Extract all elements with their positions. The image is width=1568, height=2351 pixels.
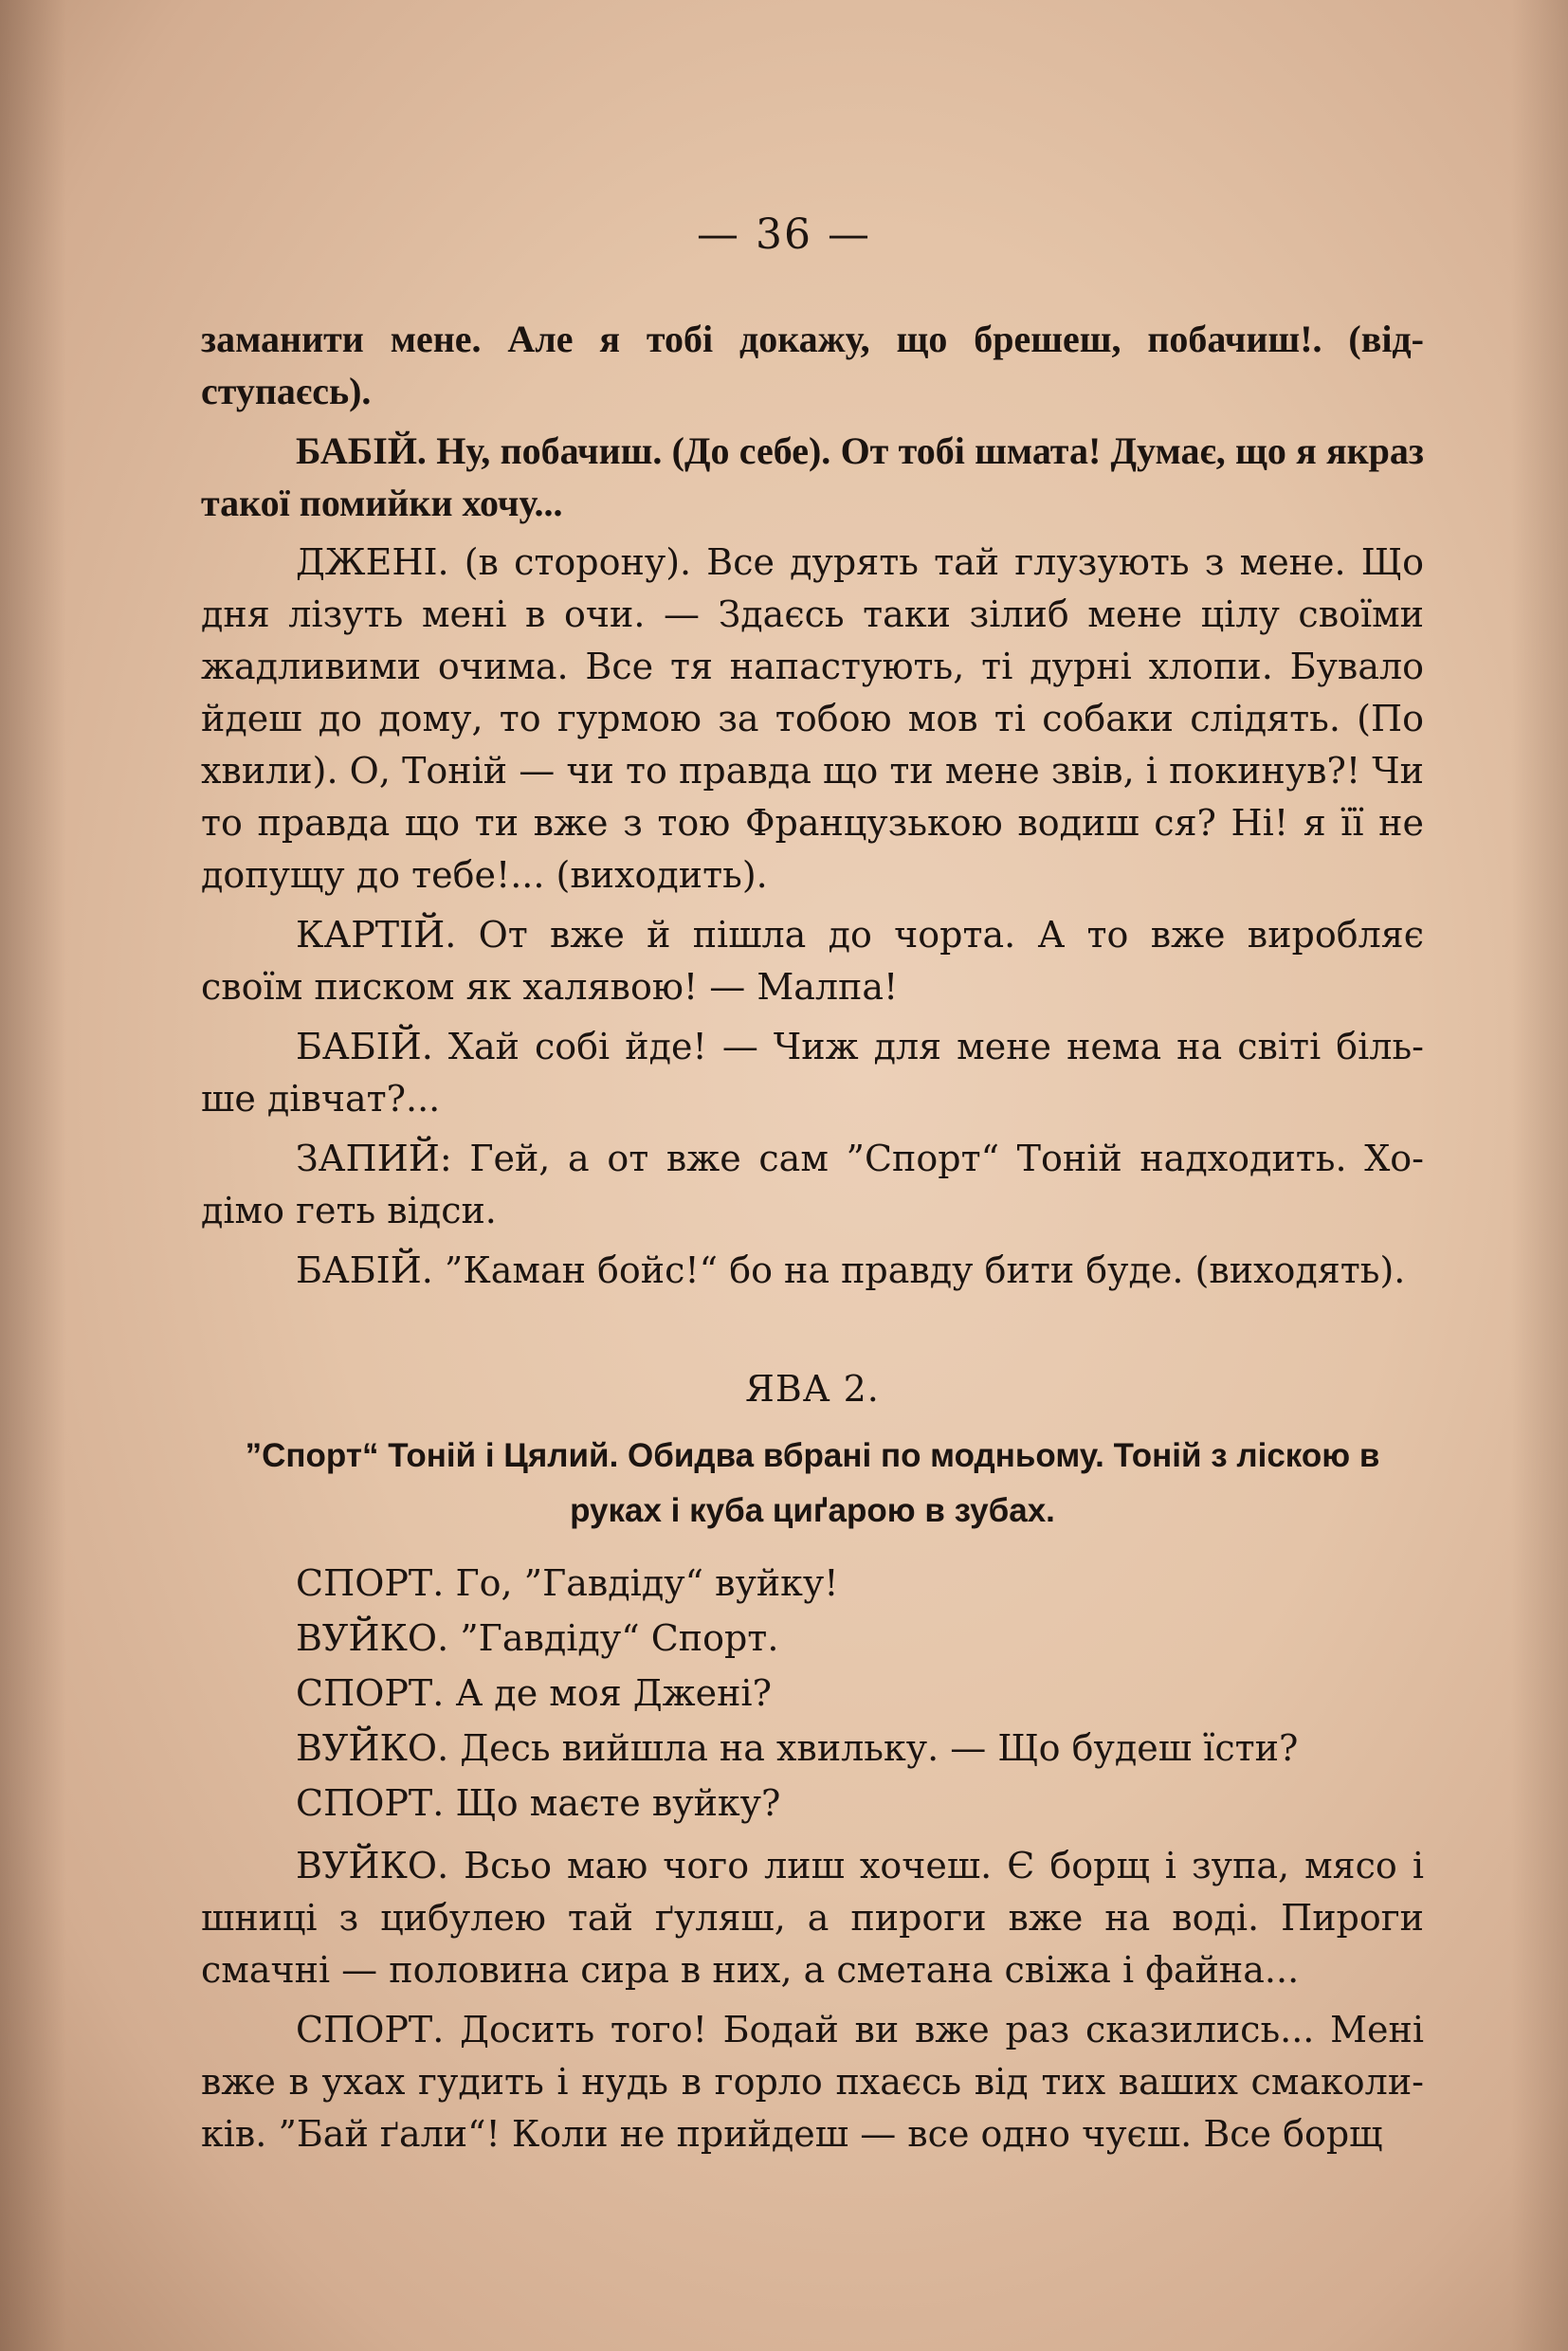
dialogue-paragraph: ЗАПИЙ: Гей, а от вже сам ”Спорт“ Тоній надходить. Ходімо геть відси. — [201, 1138, 1424, 1231]
dialogue-paragraph: БАБІЙ. Хай собі йде! — Чиж для мене нема на світі більше дівчат?... — [201, 1026, 1424, 1120]
text-block — [201, 313, 1424, 2168]
dialogue-paragraph: заманити мене. Але я тобі докажу, що брешеш, побачиш!. (відступаєсь). — [201, 318, 1424, 412]
page-number: — 36 — — [697, 210, 871, 259]
dialogue-section-before — [201, 313, 1424, 1297]
scene-heading: ЯВА 2. — [745, 1368, 880, 1410]
dialogue-line: СПОРТ. А де моя Джені? — [296, 1672, 772, 1714]
dialogue-line: ВУЙКО. Десь вийшла на хвильку. — Що будеш їсти? — [296, 1727, 1299, 1769]
dialogue-paragraph: КАРТІЙ. От вже й пішла до чорта. А то вже виробляє своїм писком як халявою! — Малпа! — [201, 914, 1424, 1008]
short-dialogue-lines — [201, 1556, 1424, 1831]
stage-direction: ”Спорт“ Тоній і Цялий. Обидва вбрані по модньому. Тоній з ліскою в руках і куба циґарою в зубах. — [245, 1437, 1380, 1529]
dialogue-paragraph: ДЖЕНІ. (в сторону). Все дурять тай глузують з мене. Що дня лізуть мені в очи. — Здаєсь таки зілиб мене цілу своїми жадливими очима. Все тя напастують, ті дурні хлопи. Бувало йдеш до дому, то гурмою за тобою мов ті собаки слідять. (По хвили). О, Тоній — чи то правда що ти мене звів, і покинув?! Чи то правда що ти вже з тою Французькою водиш ся? Ні! я її не допущу до тебе!... (виходить). — [201, 541, 1424, 896]
dialogue-line: ВУЙКО. ”Гавдіду“ Спорт. — [296, 1617, 779, 1659]
dialogue-line: СПОРТ. Що маєте вуйку? — [296, 1782, 781, 1824]
dialogue-paragraph: ВУЙКО. Всьо маю чого лиш хочеш. Є борщ і зупа, мясо і шниці з цибулею тай ґуляш, а пироги вже на воді. Пироги смачні — половина сира в них, а сметана свіжа і файна... — [201, 1845, 1424, 1991]
dialogue-paragraph: СПОРТ. Досить того! Бодай ви вже раз сказились... Мені вже в ухах гудить і нудь в горло пхаєсь від тих ваших смаколиків. ”Бай ґали“! Коли не прийдеш — все одно чуєш. Все борщ — [201, 2009, 1424, 2155]
dialogue-paragraph: БАБІЙ. Ну, побачиш. (До себе). От тобі шмата! Думає, що я якраз такої помийки хочу... — [201, 429, 1424, 524]
dialogue-paragraph: БАБІЙ. ”Каман бойс!“ бо на правду бити буде. (виходять). — [296, 1249, 1406, 1291]
dialogue-line: СПОРТ. Го, ”Гавдіду“ вуйку! — [296, 1562, 839, 1604]
dialogue-section-after — [201, 1840, 1424, 2160]
